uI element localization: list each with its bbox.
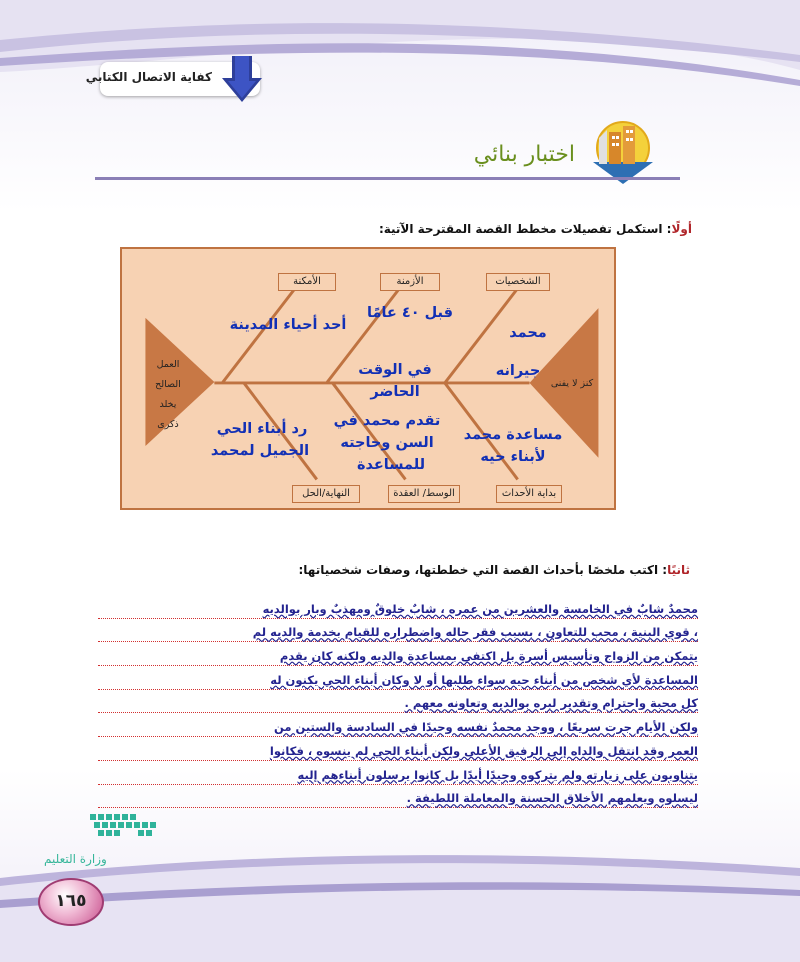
answer-line-text: ، قوي البنية ، محب للتعاون ، بسبب فقر حاله واضطراره للقيام بخدمة والديه لم — [252, 625, 698, 640]
answer-line — [98, 619, 698, 643]
answer-line-text: كل محبة واحترام وتقدير لبره بوالديه وتعاونه معهم . — [404, 696, 698, 711]
answer-line-text: ولكن الأيام جرت سريعًا ، ووجد محمدٌ نفسه وحيدًا في السادسة والستين من — [274, 720, 698, 735]
answer-times-3: الحاضر — [370, 384, 420, 400]
part1-instruction — [300, 222, 692, 236]
answer-end-2: الجميل لمحمد — [210, 443, 310, 459]
part2-prefix: ثانيًا — [667, 563, 690, 577]
answer-line — [98, 595, 698, 619]
title-underline — [95, 177, 680, 180]
answer-line-text: ليسلوه ويعلمهم الأخلاق الحسنة والمعاملة اللطيفة . — [406, 791, 698, 806]
answer-times-1: قبل ٤٠ عامًا — [367, 305, 453, 321]
answer-beginning-1: مساعدة محمد — [463, 427, 563, 443]
answer-line — [98, 713, 698, 737]
section-title: اختبار بنائي — [473, 142, 575, 167]
part2-text: : اكتب ملخصًا بأحداث القصة التي خططتها، وصفات شخصياتها: — [298, 563, 668, 577]
answer-times-2: في الوقت — [358, 362, 432, 378]
answer-line-text: المساعدة لأي شخص من أبناء حيه سواء طلبها أو لا وكان أبناء الحي يكنون له — [270, 672, 698, 687]
answer-end-1: رد أبناء الحي — [216, 421, 308, 437]
label-places: الأمكنة — [278, 273, 336, 291]
answer-beginning-2: لأبناء حيه — [480, 449, 546, 465]
summary-answer-area — [98, 595, 698, 808]
label-middle: الوسط/ العقدة — [388, 485, 460, 503]
page-number: ١٦٥ — [55, 891, 87, 911]
answer-middle-2: السن وحاجته — [340, 435, 434, 451]
competency-tab-label: كفاية الاتصال الكتابي — [85, 70, 212, 84]
part1-prefix: أولًا — [671, 222, 692, 236]
tail-text-4: ذكرى — [157, 419, 179, 430]
header-swoosh — [0, 0, 800, 120]
answer-places: أحد أحياء المدينة — [229, 317, 347, 333]
answer-line-text: العمر وقد انتقل والداه إلى الرفيق الأعلى ولكن أبناء الحي لم ينسوه ، فكانوا — [269, 743, 698, 758]
answer-line — [98, 690, 698, 714]
part2-instruction — [260, 563, 690, 577]
answer-characters-2: جيرانه — [495, 363, 541, 379]
answer-line-text: يتمكن من الزواج وتأسيس أسرة بل اكتفى بمساعدة والديه ولكنه كان يقدم — [279, 649, 698, 664]
part1-text: : استكمل تفصيلات مخطط القصة المقترحة الآتية: — [378, 222, 672, 236]
answer-line — [98, 666, 698, 690]
label-characters: الشخصيات — [486, 273, 550, 291]
label-beginning: بداية الأحداث — [496, 485, 562, 503]
answer-line-text: يتناوبون على زيارته ولم يتركوه وحيدًا أبدًا بل كانوا يرسلون أبناءهم إليه — [297, 767, 698, 782]
tail-text-2: الصالح — [155, 379, 181, 390]
answer-line — [98, 737, 698, 761]
fishbone-diagram — [120, 247, 616, 510]
label-times: الأزمنة — [380, 273, 440, 291]
tail-text-1: العمل — [156, 359, 180, 370]
answer-line — [98, 642, 698, 666]
arrow-down-icon — [222, 56, 262, 102]
head-text: كنز لا يفنى — [550, 378, 594, 389]
answer-middle-3: للمساعدة — [356, 457, 426, 473]
building-icon — [585, 118, 660, 186]
tail-text-3: يخلد — [159, 399, 177, 410]
page-number-badge — [38, 878, 104, 926]
answer-line-text: محمدٌ شابٌ في الخامسة والعشرين من عمره ، شابٌ خلوقٌ ومهذبٌ وبار بوالديه — [262, 601, 698, 616]
answer-middle-1: تقدم محمد في — [333, 413, 441, 429]
answer-line — [98, 785, 698, 809]
ministry-name: وزارة التعليم — [44, 852, 107, 866]
label-end: النهاية/الحل — [292, 485, 360, 503]
answer-characters-1: محمد — [509, 325, 547, 341]
answer-line — [98, 761, 698, 785]
